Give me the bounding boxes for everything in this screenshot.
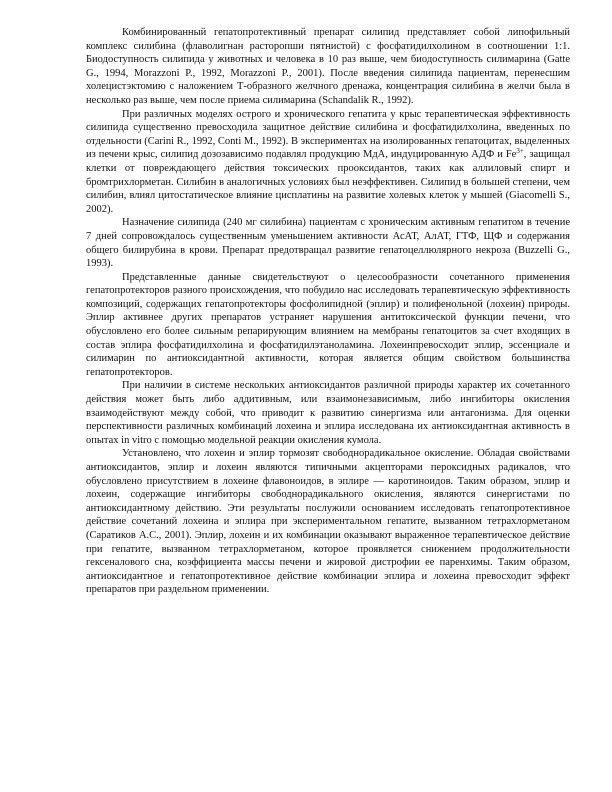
document-page bbox=[86, 26, 570, 597]
paragraph-silipid-intro: Комбинированный гепатопротективный препарат силипид представляет собой липофильный комплекс силибина (флаволигнан расторопши пятнистой) с фосфатидилхолином в соотношении 1:1. Биодоступность силипида у животных и человека в 10 раз выше, чем биодоступность силимарина (Gatte G., 1994, Morazzoni P., 1992, Morazzoni P., 2001). После введения силипида пациентам, перенесшим холецистэктомию с наложением Т-образного желчного дренажа, концентрация силибина в желчи была в несколько раз выше, чем после приема силимарина (Schandalik R., 1992). bbox=[86, 27, 570, 106]
paragraph-text-before-superscript: При различных моделях острого и хронического гепатита у крыс терапевтическая эффективность силипида существенно превосходила защитное действие силибина и фосфатидилхолина, введенных по отдельности (Carini R., 1992, Conti M., 1992). В экспериментах на изолированных гепатоцитах, выделенных из печени крыс, силипид дозозависимо подавлял продукцию МдА, индуцированную АДФ и Fe bbox=[86, 108, 570, 161]
paragraph-combined-hepatoprotectors: Представленные данные свидетельствуют о целесообразности сочетанного применения гепатопротекторов разного происхождения, что побудило нас исследовать терапевтическую эффективность композиций, содержащих гепатопротекторы фосфолипидной (эплир) и полифенольной (лохеин) природы. Эплир активнее других препаратов устраняет нарушения антитоксической функции печени, что обусловлено его более сильным репарирующим влиянием на мембраны гепатоцитов за счет входящих в состав эплира фосфатидилхолина и фосфатидилэтаноламина. Лохеинпревосходит эплир, эссенциале и силимарин по антиоксидантной активности, которая является общим свойством большинства гепатопротекторов. bbox=[86, 271, 570, 378]
paragraph-conclusions: Установлено, что лохеин и эплир тормозят свободнорадикальное окисление. Обладая свойствами антиоксидантов, эплир и лохеин являются типичными акцепторами пероксидных радикалов, что обусловлено присутствием в лохеине флавоноидов, в эплире — каротиноидов. Таким образом, эплир и лохеин, содержащие ингибиторы свободнорадикального окисления, являются синергистами по антиоксидантному действию. Эти результаты послужили основанием исследовать гепатопротективное действие сочетаний лохеина и эплира при экспериментальном гепатите, вызванном тетрахлорметаном (Саратиков А.С., 2001). Эплир, лохеин и их комбинации оказывают выраженное терапевтическое действие при гепатите, вызванном тетрахлорметаном, которое проявляется снижением продолжительности гексеналового сна, коэффициента массы печени и жировой дистрофии ее паренхимы. Таким образом, антиоксидантное и гепатопротективное действие комбинации эплира и лохеина превосходит эффект препаратов при раздельном применении. bbox=[86, 448, 570, 596]
paragraph-text-after-superscript: , защищал клетки от повреждающего действия токсических прооксидантов, таких как аллиловый спирт и бромтрихлорметан. Силибин в аналогичных условиях был неэффективен. Силипид в большей степени, чем силибин, влиял цитостатическое влияние цисплатины на развитие холевых клеток у мышей (Giacomelli S., 2002). bbox=[86, 149, 570, 215]
iron-ion-charge-superscript: 3+ bbox=[516, 147, 524, 156]
paragraph-silipid-dosing: Назначение силипида (240 мг силибина) пациентам с хроническим активным гепатитом в течение 7 дней сопровождалось существенным уменьшением активности АсАТ, АлАТ, ГТФ, ЩФ и содержания общего билирубина в крови. Препарат предотвращал развитие гепатоцеллюлярного некроза (Buzzelli G., 1993). bbox=[86, 217, 570, 270]
paragraph-antioxidant-interaction: При наличии в системе нескольких антиоксидантов различной природы характер их сочетанного действия может быть либо аддитивным, или взаимонезависимым, либо ингибиторы окисления взаимодействуют между собой, что приводит к развитию синергизма или антагонизма. Для оценки перспективности различных комбинаций лохеина и эплира исследована их антиоксидантная активность в опытах in vitro с помощью модельной реакции окисления кумола. bbox=[86, 380, 570, 446]
paragraph-hepatitis-models bbox=[86, 108, 570, 217]
